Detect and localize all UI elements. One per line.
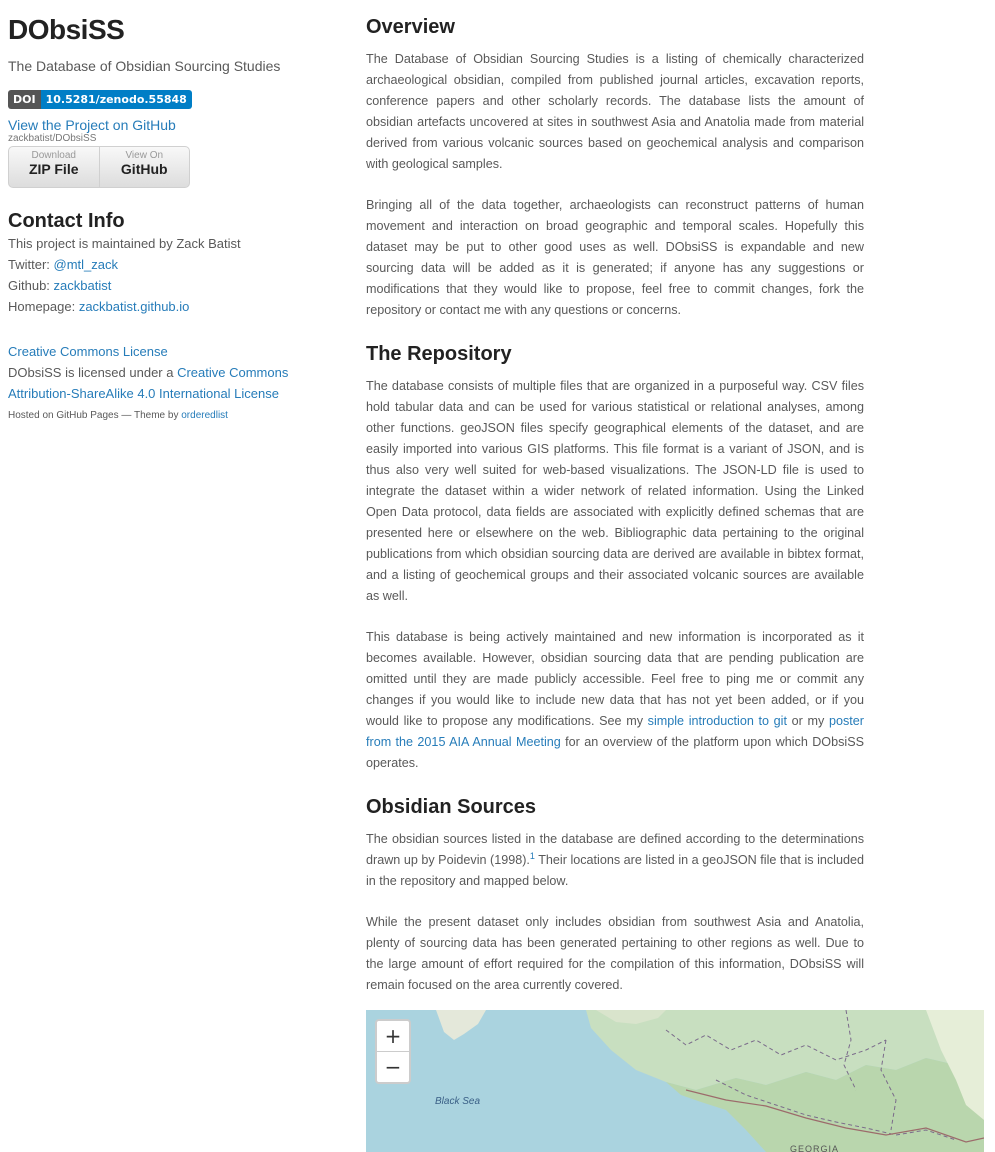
- homepage-label: Homepage:: [8, 299, 79, 314]
- site-title[interactable]: DObsiSS: [8, 14, 125, 45]
- black-sea-label: Black Sea: [435, 1096, 481, 1107]
- sources-paragraph-1-text-a: The obsidian sources listed in the database are defined according to the determinations drawn up by Poidevin (1998).: [366, 832, 864, 867]
- twitter-label: Twitter:: [8, 257, 54, 272]
- main-content: [366, 14, 864, 1016]
- sidebar: [8, 14, 308, 431]
- twitter-line: [8, 254, 308, 275]
- download-buttons: [8, 146, 190, 188]
- git-intro-link[interactable]: simple introduction to git: [647, 714, 787, 728]
- license-text: [8, 362, 308, 404]
- repository-heading: The Repository: [366, 343, 512, 365]
- sources-paragraph-2: While the present dataset only includes obsidian from southwest Asia and Anatolia, plenty of sourcing data has been generated pertaining to other regions as well. Due to the large amount of effort required for the compilation of this information, DObsiSS will remain focused on the area currently covered.: [366, 915, 864, 992]
- map-tiles: [366, 1010, 984, 1152]
- georgia-label: GEORGIA: [790, 1144, 840, 1152]
- zoom-out-button[interactable]: −: [377, 1051, 409, 1082]
- footnote-link[interactable]: 1: [529, 850, 535, 861]
- map-crimea-peninsula: [436, 1010, 486, 1040]
- repository-paragraph-2-text-c: for an overview of the platform upon which DObsiSS operates.: [366, 735, 864, 770]
- doi-badge[interactable]: [8, 90, 192, 109]
- homepage-link[interactable]: zackbatist.github.io: [78, 299, 190, 314]
- theme-author-link[interactable]: orderedlist: [181, 410, 228, 421]
- aia-poster-link[interactable]: poster from the 2015 AIA Annual Meeting: [366, 714, 864, 749]
- obsidian-sources-heading: Obsidian Sources: [366, 796, 537, 818]
- hosted-on-text: [8, 410, 308, 421]
- download-zip-small-label: Download: [31, 150, 76, 161]
- view-github-small-label: View On: [125, 150, 164, 161]
- zoom-in-button[interactable]: +: [384, 1024, 402, 1048]
- maintainer-text: This project is maintained by Zack Batist: [8, 236, 241, 251]
- repository-paragraph-2-text-a: This database is being actively maintained and new information is incorporated as it becomes available. However, obsidian sourcing data that are pending publication are omitted until they are made publicly accessible. Feel free to ping me or commit any changes if you would like to include new data that has not yet been added, or if you would like to propose any modifications. See my: [366, 630, 864, 728]
- overview-paragraph-1: The Database of Obsidian Sourcing Studies is a listing of chemically characterized archaeological obsidian, compiled from published journal articles, excavation reports, conference papers and other scholarly records. The database lists the amount of obsidian artefacts uncovered at sites in southwest Asia and Anatolia made from material derived from various volcanic sources based on geochemical analysis and comparison with geological samples.: [366, 52, 864, 171]
- contact-heading: Contact Info: [8, 210, 125, 232]
- license-image-link[interactable]: Creative Commons License: [8, 344, 168, 359]
- site-subtitle: The Database of Obsidian Sourcing Studies: [8, 58, 281, 74]
- doi-badge-value: 10.5281/zenodo.55848: [41, 90, 192, 109]
- overview-heading: Overview: [366, 16, 455, 38]
- overview-paragraph-2: Bringing all of the data together, archaeologists can reconstruct patterns of human movement and interaction on broad geographic and temporal scales. Hopefully this dataset may be put to other good uses as well. DObsiSS is expandable and new sourcing data will be added as it is generated; if anyone has any suggestions or modifications that they would like to propose, feel free to commit changes, fork the repository or contact me with any questions or concerns.: [366, 198, 864, 317]
- view-on-github-link[interactable]: View the Project on GitHub: [8, 117, 176, 133]
- sources-paragraph-1-text-b: Their locations are listed in a geoJSON file that is included in the repository and mapped below.: [366, 853, 864, 888]
- obsidian-sources-map[interactable]: [366, 1010, 984, 1152]
- repository-paragraph-1: The database consists of multiple files that are organized in a purposeful way. CSV files hold tabular data and can be used for various statistical or relational analyses, among other functions. geoJSON files specify geographical elements of the dataset, and are easily imported into various GIS platforms. This file format is a variant of JSON, and is thus also very well suited for web-based visualizations. The JSON-LD file is used to integrate the dataset within a wider network of related information. Using the Linked Open Data protocol, data fields are associated with explicitly defined schemas that are presented here or elsewhere on the web. Bibliographic data pertaining to the original publications from which obsidian sourcing data are derived are available in bibtex format, and a listing of geochemical groups and their associated volcanic sources are available as well.: [366, 379, 864, 603]
- map-zoom-control: [375, 1019, 411, 1084]
- sources-paragraph-1: [366, 829, 864, 892]
- github-user-link[interactable]: zackbatist: [53, 278, 112, 293]
- view-on-github-button[interactable]: [99, 147, 190, 187]
- license-block: [8, 341, 308, 404]
- github-line: [8, 275, 308, 296]
- twitter-link[interactable]: @mtl_zack: [53, 257, 119, 272]
- doi-badge-label: DOI: [8, 90, 41, 109]
- license-name-link[interactable]: Creative Commons Attribution-ShareAlike 4.0 International License: [8, 365, 289, 401]
- download-zip-button[interactable]: [9, 147, 99, 187]
- homepage-line: [8, 296, 308, 317]
- hosted-prefix: Hosted on GitHub Pages — Theme by: [8, 410, 182, 421]
- repository-paragraph-2-text-b: or my: [786, 714, 829, 728]
- download-zip-big-label: ZIP File: [28, 161, 79, 177]
- license-prefix: DObsiSS is licensed under a: [8, 365, 178, 380]
- repository-paragraph-2: [366, 627, 864, 774]
- github-repo-name: zackbatist/DObsiSS: [8, 133, 97, 144]
- github-label: Github:: [8, 278, 54, 293]
- view-github-big-label: GitHub: [120, 161, 168, 177]
